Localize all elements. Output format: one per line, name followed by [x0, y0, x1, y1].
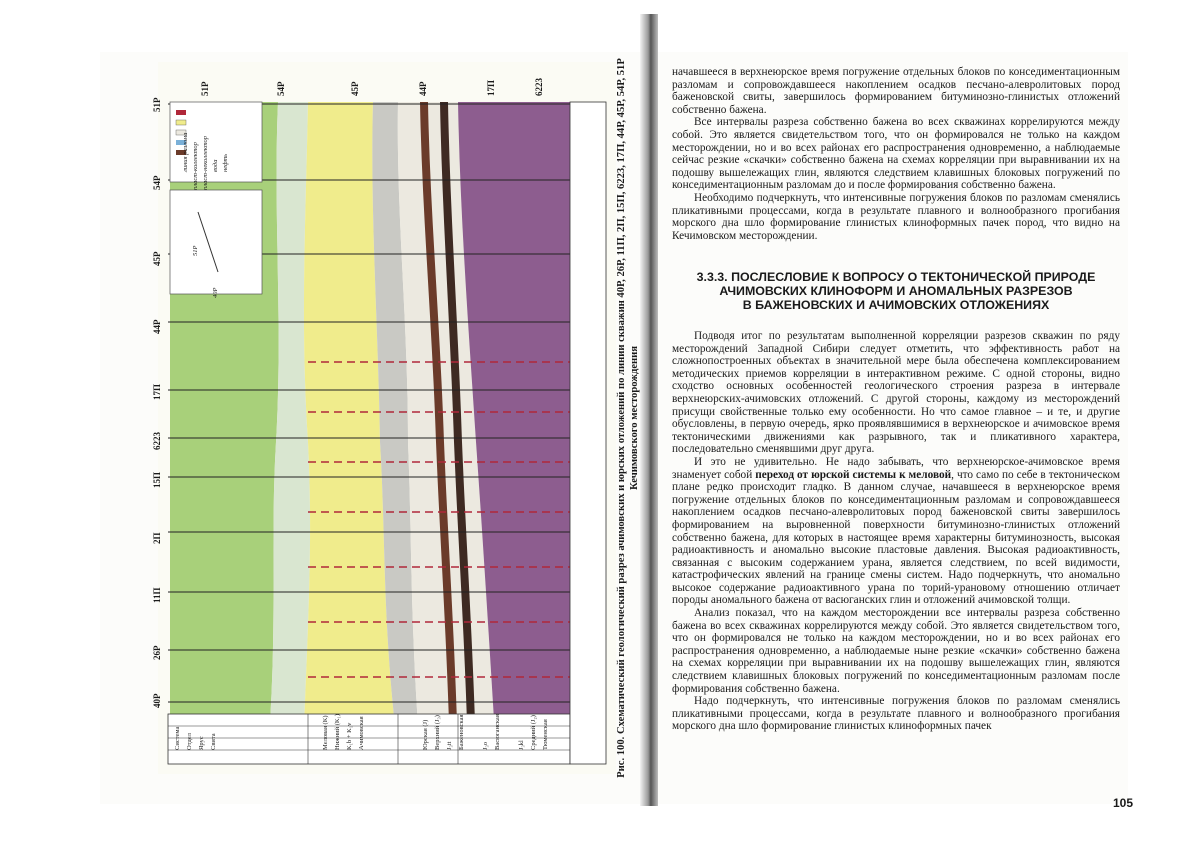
well-label: 6223	[534, 78, 544, 96]
legend-item: линия разлома	[182, 132, 189, 172]
strat-label: Васюганская	[494, 714, 501, 750]
legend-item: нефть	[222, 153, 229, 172]
paragraph	[672, 456, 1120, 607]
well-label: 26P	[152, 645, 162, 660]
well-label: 45P	[350, 81, 360, 96]
heading-line: АЧИМОВСКИХ КЛИНОФОРМ И АНОМАЛЬНЫХ РАЗРЕЗОВ	[719, 284, 1073, 298]
strat-label: Меловая (K)	[322, 715, 329, 750]
inset-label: 51P	[192, 245, 199, 256]
strat-label: J₃o	[482, 741, 489, 750]
well-label: 45P	[152, 251, 162, 266]
paragraph: Надо подчеркнуть, что интенсивные погружения блоков по разломам сменялись пликативными процессами, когда в результате плавного и волнообразного прогибания морского дна шло формирование глинистых клиноформных пачек	[672, 695, 1120, 733]
well-label: 44P	[152, 319, 162, 334]
strat-label: Нижний (K₁)	[334, 713, 341, 750]
well-label: 17П	[486, 79, 496, 96]
heading-line: 3.3.3. ПОСЛЕСЛОВИЕ К ВОПРОСУ О ТЕКТОНИЧЕСКОЙ ПРИРОДЕ	[696, 270, 1096, 284]
strat-label: J₃tt	[446, 741, 453, 750]
book-spine	[640, 14, 658, 806]
text-block-main	[672, 330, 1120, 733]
paragraph: начавшееся в верхнеюрское время погружение отдельных блоков по конседиментационным разломам и сопровождавшееся накоплением осадков песчано-алевролитовых пород баженовской свиты, завершилось формированием битуминозно-глинистых отложений собственно бажена.	[672, 66, 1120, 116]
well-label: 17П	[152, 383, 162, 400]
well-label: 54P	[276, 81, 286, 96]
page-number: 105	[1113, 796, 1134, 810]
strat-label: Тюменская	[542, 719, 549, 750]
strat-label: Ярус	[198, 736, 205, 750]
well-label: 15П	[152, 471, 162, 488]
well-label: 2П	[152, 532, 162, 544]
well-label: 54P	[152, 175, 162, 190]
strat-label: Юрская (J)	[422, 719, 429, 750]
paragraph: Анализ показал, что на каждом месторождении все интервалы разреза собственно бажена во всех скважинах коррелируются между собой. Это является свидетельством того, что он формировался не только на каждом месторождении, но и во всех районах его распространения одновременно, а наблюдаемые ныне резкие «скачки» собственно бажена на схемах корреляции при выравнивании их на подошву вышележащих глин, являются следствием клавишных блоковых погружений по конседиментационным разломам после формирования собственно бажена.	[672, 607, 1120, 695]
well-label: 51P	[152, 97, 162, 112]
inset-label: 40P	[212, 287, 219, 298]
well-label: 40P	[152, 693, 162, 708]
strat-label: Отдел	[186, 733, 193, 750]
strat-label: Средний (J₂)	[530, 715, 537, 750]
paragraph-emphasis: переход от юрской системы к меловой	[755, 468, 952, 481]
legend-item: пласт-коллектор	[192, 142, 199, 190]
strat-label: Ачимовская	[358, 716, 365, 750]
strat-label: J₃kl	[518, 740, 525, 750]
paragraph: Все интервалы разреза собственно бажена во всех скважинах коррелируются между собой. Это является свидетельством того, что он формировался не только на каждом месторождении, но и во всех районах его распространения одновременно, а наблюдаемые сейчас резкие «скачки» собственно бажена на схемах корреляции при выравнивании их на подошву вышележащих глин, являются следствием клавишных блоковых погружений по конседиментационным разломам до и после формирования собственно бажена.	[672, 116, 1120, 192]
figure-caption: Рис. 100. Схематический геологический разрез ачимовских и юрских отложений по линии скважин 40Р, 26Р, 11П, 2П, 15П, 6223, 17П, 44Р, 45Р, 54Р, 51Р Кечимовского месторождения	[616, 58, 640, 778]
strat-label: Верхний (J₃)	[434, 715, 441, 750]
section-heading	[672, 270, 1120, 312]
text-block-top	[672, 66, 1120, 242]
strat-label: Система	[174, 726, 181, 750]
paragraph: Необходимо подчеркнуть, что интенсивные погружения блоков по разломам сменялись пликативными процессами, когда в результате плавного и волнообразного прогибания морского дна шло формирование глинистых клиноформных пачек пород, что видно на Кечимовском месторождении.	[672, 191, 1120, 242]
well-label: 51P	[200, 81, 210, 96]
paragraph-part: , что само по себе в тектоническом плане редко происходит гладко. В данном случае, начавшееся в верхнеюрское время погружение отдельных блоков по конседиментационным разломам и сопровождавшееся накоплением осадков песчано-алевролитовых пород баженовской свиты завершилось формированием на выровненной поверхности битуминозно-глинистых отложений собственно бажена, для которых в настоящее время характерны битуминозность, высокая радиоактивность и аномально высокие пластовые давления. Высокая радиоактивность, связанная с высоким содержанием урана, является следствием, по всей видимости, катастрофических явлений на границе смены систем. Надо подчеркнуть, что аномально высокое содержание радиоактивного урана по торий-урановому отношению отличает породы аномального бажена от васюганских глин и отложений ачимовской толщи.	[672, 468, 1120, 607]
well-label: 44P	[418, 81, 428, 96]
heading-line: В БАЖЕНОВСКИХ И АЧИМОВСКИХ ОТЛОЖЕНИЯХ	[742, 298, 1050, 312]
paragraph-part: И это не удивительно. Не надо забывать, что верхнеюрское-ачимовское время знаменует собой	[672, 455, 1120, 481]
legend-item: вода	[212, 159, 219, 172]
strat-label: K₁b + K₁v	[346, 722, 353, 750]
well-label: 11П	[152, 587, 162, 603]
legend-item: пласт-неколлектор	[202, 135, 209, 190]
well-label: 6223	[152, 432, 162, 450]
strat-label: Баженовская	[458, 714, 465, 750]
paragraph: Подводя итог по результатам выполненной корреляции разрезов скважин по ряду месторождений Западной Сибири следует отметить, что эффективность работ на сложнопостроенных объектах в значительной мере была обеспечена комплексированием методических приемов корреляции в интерактивном режиме. С одной стороны, видно сходство основных особенностей геологического строения разреза в интервале верхнеюрских-ачимовских отложений. С другой стороны, каждому из месторождений присущи свойственные только ему особенности. Но что самое главное – и те, и другие обусловлены, в первую очередь, ярко проявлявшимися в верхнеюрское и ачимовское время тектоническими движениями как разрывного, так и пликативного характера, последовательно сменявшими друг друга.	[672, 330, 1120, 456]
strat-label: Свита	[210, 733, 217, 750]
